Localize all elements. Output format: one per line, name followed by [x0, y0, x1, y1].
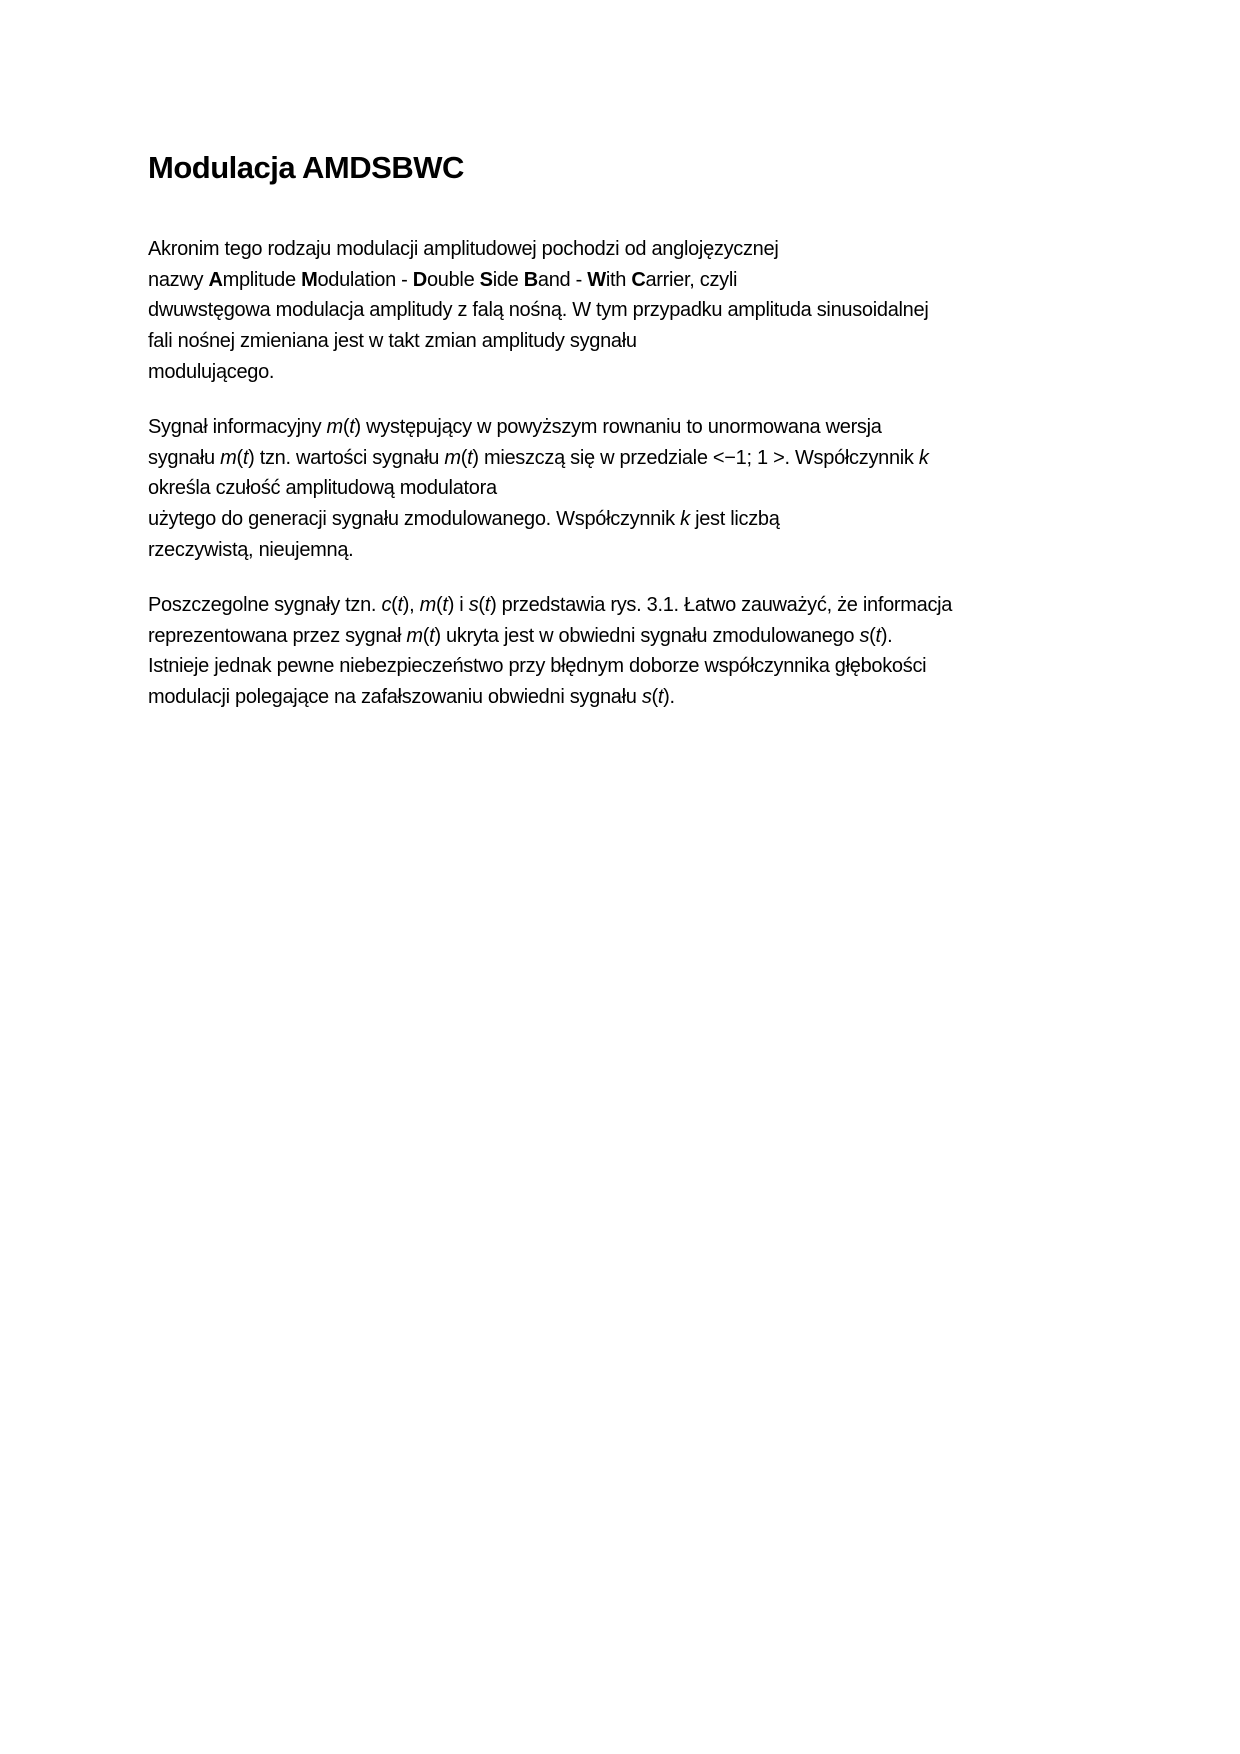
text-segment: c — [381, 594, 392, 616]
text-segment: ith — [605, 268, 632, 291]
text-segment: nazwy — [148, 268, 209, 291]
text-line — [148, 590, 952, 621]
text-segment: fali nośnej zmieniana jest w takt zmian amplitudy sygnału — [148, 330, 637, 353]
text-segment: t — [875, 624, 881, 647]
text-segment: ide — [492, 268, 524, 291]
text-segment: sygnału — [148, 446, 221, 469]
text-segment: ( — [436, 594, 443, 616]
text-line — [148, 265, 928, 296]
text-segment: reprezentowana przez sygnał — [148, 624, 407, 647]
text-segment: dwuwstęgowa modulacja amplitudy z falą nośną. W tym przypadku amplituda sinusoidalnej — [148, 299, 929, 322]
text-segment: ( — [391, 594, 398, 616]
text-segment: ). — [663, 686, 675, 709]
paragraph-acronym — [148, 234, 928, 387]
text-segment: ( — [869, 624, 876, 647]
page-title: Modulacja AMDSBWC — [148, 150, 464, 185]
text-segment: B — [523, 268, 538, 291]
text-segment: modulującego. — [148, 360, 275, 383]
text-segment: m — [406, 624, 423, 647]
text-line — [148, 443, 929, 474]
text-segment: C — [631, 268, 646, 291]
text-segment: arrier, czyli — [645, 268, 738, 291]
text-segment: ) przedstawia rys. 3.1. Łatwo zauważyć, że informacja — [490, 594, 953, 616]
text-segment: określa czułość amplitudową modulatora — [148, 477, 497, 500]
paragraph-signals-figure — [148, 590, 952, 713]
text-segment: ) ukryta jest w obwiedni sygnału zmodulowanego — [434, 624, 860, 647]
text-segment: Istnieje jednak pewne niebezpieczeństwo przy błędnym doborze współczynnika głębokości — [148, 655, 927, 678]
text-segment: ). — [880, 624, 893, 647]
text-line — [148, 535, 929, 566]
text-segment: D — [412, 268, 427, 291]
text-segment: ( — [342, 416, 350, 438]
text-segment: t — [657, 686, 664, 709]
text-segment: ) tzn. wartości sygnału — [248, 446, 445, 469]
text-segment: and - — [537, 268, 588, 291]
text-segment: t — [442, 594, 448, 616]
text-segment: Akronim tego rodzaju modulacji amplitudowej pochodzi od anglojęzycznej — [148, 238, 779, 260]
text-segment: ( — [651, 686, 658, 709]
paragraph-signal — [148, 412, 929, 565]
text-segment: ), — [402, 594, 420, 616]
text-segment: s — [859, 624, 870, 647]
text-segment: t — [397, 594, 403, 616]
text-line — [148, 412, 929, 443]
text-segment: t — [429, 624, 435, 647]
text-segment: k — [680, 508, 690, 531]
text-line — [148, 621, 952, 652]
text-segment: t — [349, 416, 355, 438]
text-line — [148, 234, 928, 265]
text-line — [148, 682, 952, 713]
text-segment: ) występujący w powyższym rownaniu to unormowana wersja — [354, 416, 882, 438]
text-segment: t — [484, 594, 491, 616]
text-line — [148, 473, 929, 504]
text-segment: jest liczbą — [689, 508, 780, 531]
text-segment: ( — [478, 594, 485, 616]
text-segment: ( — [236, 446, 243, 469]
text-segment: Sygnał informacyjny — [148, 416, 327, 438]
text-segment: s — [641, 686, 652, 709]
text-segment: ( — [422, 624, 430, 647]
text-segment: użytego do generacji sygnału zmodulowanego. Współczynnik — [148, 508, 681, 531]
text-segment: ouble — [426, 268, 480, 291]
text-segment: ) i — [447, 594, 469, 616]
text-segment: S — [479, 268, 493, 291]
text-line — [148, 651, 952, 682]
text-segment: m — [220, 446, 237, 469]
text-segment: s — [468, 594, 479, 616]
text-line — [148, 357, 928, 388]
text-segment: k — [918, 446, 929, 469]
text-segment: m — [419, 594, 437, 616]
text-segment: m — [326, 416, 343, 438]
text-segment: t — [242, 446, 249, 469]
text-segment: M — [301, 268, 318, 291]
text-line — [148, 326, 928, 357]
text-segment: rzeczywistą, nieujemną. — [148, 538, 354, 561]
text-segment: t — [467, 446, 473, 469]
text-segment: odulation - — [317, 268, 413, 291]
text-segment: m — [444, 446, 461, 469]
text-segment: ( — [460, 446, 468, 469]
text-segment: ) mieszczą się w przedziale <−1; 1 >. Współczynnik — [472, 446, 919, 469]
text-segment: Poszczegolne sygnały tzn. — [148, 594, 382, 616]
text-line — [148, 295, 928, 326]
text-segment: A — [208, 268, 223, 291]
text-line — [148, 504, 929, 535]
text-segment: modulacji polegające na zafałszowaniu obwiedni sygnału — [148, 686, 642, 709]
text-segment: mplitude — [222, 268, 302, 291]
text-segment: W — [587, 268, 606, 291]
